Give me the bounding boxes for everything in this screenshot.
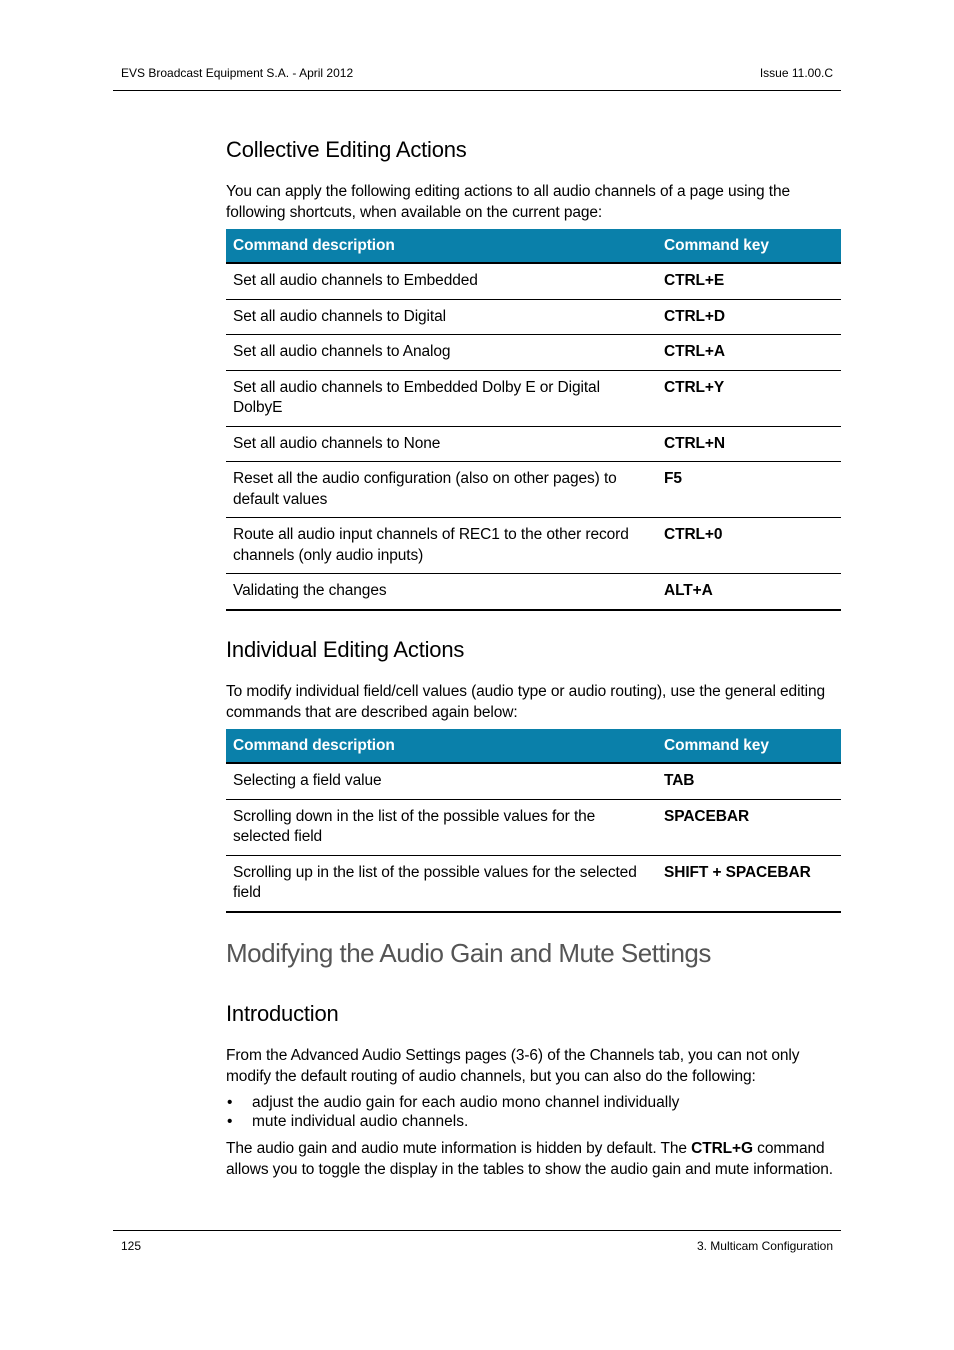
page-number: 125 [121, 1239, 142, 1253]
command-description: Route all audio input channels of REC1 to the other record channels (only audio inputs) [226, 518, 657, 574]
column-header-key: Command key [657, 729, 841, 763]
table-row [226, 574, 841, 610]
command-description: Reset all the audio configuration (also on other pages) to default values [226, 462, 657, 518]
footer-section: 3. Multicam Configuration [696, 1239, 833, 1253]
table-row [226, 370, 841, 426]
table-row [226, 426, 841, 462]
command-description: Scrolling down in the list of the possible values for the selected field [226, 799, 657, 855]
command-description: Set all audio channels to Analog [226, 335, 657, 371]
table-row [226, 763, 841, 799]
command-description: Selecting a field value [226, 763, 657, 799]
individual-commands-table [226, 729, 841, 913]
command-key: SHIFT + SPACEBAR [657, 855, 841, 912]
table-row [226, 263, 841, 299]
section-title-collective: Collective Editing Actions [226, 137, 467, 162]
table-header-row [226, 229, 841, 263]
introduction-bullet-list [226, 1093, 679, 1131]
command-description: Validating the changes [226, 574, 657, 610]
paragraph-text: The audio gain and audio mute information is hidden by default. The [226, 1140, 692, 1157]
table-header-row [226, 729, 841, 763]
list-item: • mute individual audio channels. [226, 1112, 679, 1131]
command-description: Set all audio channels to Embedded Dolby E or Digital DolbyE [226, 370, 657, 426]
command-key: F5 [657, 462, 841, 518]
header-issue: Issue 11.00.C [759, 66, 833, 80]
command-description: Set all audio channels to Embedded [226, 263, 657, 299]
command-key: CTRL+Y [657, 370, 841, 426]
table-row [226, 855, 841, 912]
table-row [226, 299, 841, 335]
introduction-paragraph-2 [226, 1138, 846, 1180]
table-row [226, 335, 841, 371]
footer-rule [113, 1230, 841, 1231]
paragraph-text: command allows you to toggle the display in the tables to show the audio gain and mute information. [226, 1140, 833, 1178]
collective-intro: You can apply the following editing actions to all audio channels of a page using the following shortcuts, when available on the current page: [226, 183, 790, 221]
command-key: TAB [657, 763, 841, 799]
column-header-description: Command description [226, 229, 657, 263]
command-key: ALT+A [657, 574, 841, 610]
header-rule [113, 90, 841, 91]
column-header-description: Command description [226, 729, 657, 763]
command-key: CTRL+D [657, 299, 841, 335]
command-key: CTRL+0 [657, 518, 841, 574]
individual-intro: To modify individual field/cell values (audio type or audio routing), use the general editing commands that are described again below: [226, 683, 826, 721]
command-description: Set all audio channels to Digital [226, 299, 657, 335]
table-row [226, 518, 841, 574]
command-key: CTRL+E [657, 263, 841, 299]
command-key: SPACEBAR [657, 799, 841, 855]
command-key: CTRL+N [657, 426, 841, 462]
introduction-paragraph: From the Advanced Audio Settings pages (3-6) of the Channels tab, you can not only modify the default routing of audio channels, but you can also do the following: [226, 1047, 800, 1085]
table-row [226, 799, 841, 855]
list-item: • adjust the audio gain for each audio mono channel individually [226, 1093, 679, 1112]
command-key: CTRL+A [657, 335, 841, 371]
collective-commands-table [226, 229, 841, 611]
section-title-introduction: Introduction [226, 1001, 339, 1026]
command-description: Scrolling up in the list of the possible values for the selected field [226, 855, 657, 912]
chapter-title-modifying: Modifying the Audio Gain and Mute Settings [226, 938, 711, 968]
section-title-individual: Individual Editing Actions [226, 637, 465, 662]
command-description: Set all audio channels to None [226, 426, 657, 462]
table-row [226, 462, 841, 518]
header-publisher: EVS Broadcast Equipment S.A. - April 2012 [121, 66, 354, 80]
inline-command-key: CTRL+G [691, 1140, 753, 1157]
column-header-key: Command key [657, 229, 841, 263]
